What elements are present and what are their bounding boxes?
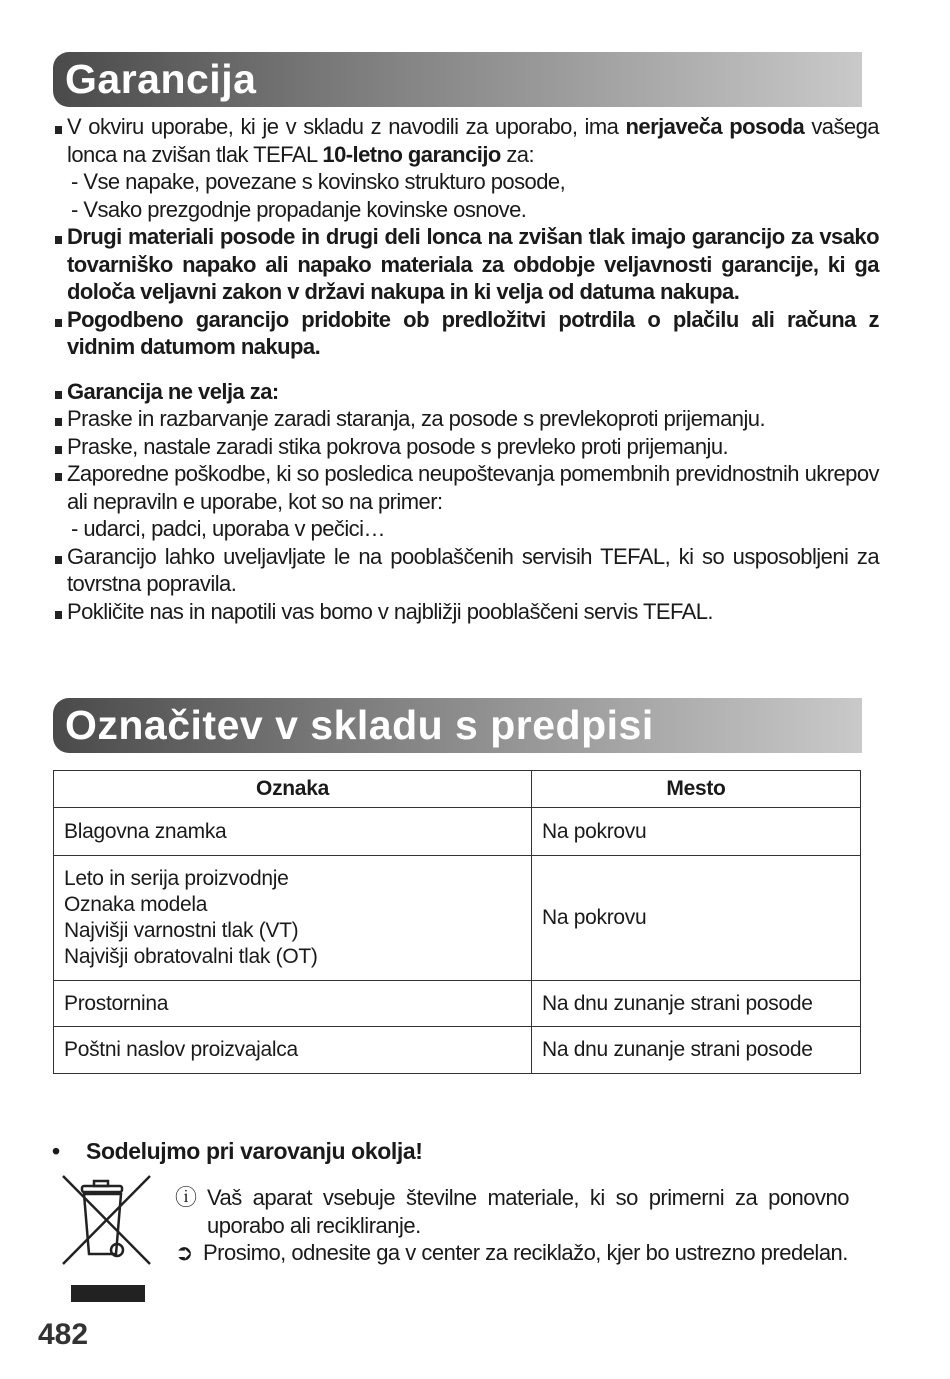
table-header [54,771,861,808]
text: Garancijo lahko uveljavljate le na pooblaščenih servisih TEFAL, ki so usposobljeni za tovrstna popravila. [67,543,879,596]
paragraph [67,433,879,461]
bullet-icon [55,556,62,564]
column-header: Mesto [532,771,861,808]
table-row [54,1027,861,1074]
text-bold: 10-letno garancijo [322,141,501,167]
table-row [54,981,861,1027]
text: Zaporedne poškodbe, ki so posledica neupoštevanja pomembnih previdnostnih ukrepov ali nepraviln e uporabe, kot so na primer: [67,461,879,514]
section-title: Označitev v skladu s predpisi [65,702,654,748]
cell-place: Na pokrovu [532,808,861,856]
heading-text: Sodelujmo pri varovanju okolja! [86,1138,423,1164]
dash-item: - Vse napake, povezane s kovinsko strukturo posode, [71,169,566,194]
text: Pokličite nas in napotili vas bomo v najbližji pooblaščeni servis TEFAL. [67,598,713,624]
info-icon: ⓘ [175,1185,197,1210]
cell-place: Na dnu zunanje strani posode [532,1027,861,1074]
column-header: Oznaka [54,771,532,808]
environment-text [175,1184,849,1267]
section-title: Garancija [65,56,257,102]
label-line: Najvišji obratovalni tlak (OT) [64,945,318,968]
bullet-icon [55,446,62,454]
paragraph [67,223,879,306]
text: Vaš aparat vsebuje številne materiale, ki so primerni za ponovno uporabo ali recikliranje. [207,1185,849,1238]
label-line: Leto in serija proizvodnje [64,867,289,890]
text: Pogodbeno garancijo pridobite ob predložitvi potrdila o plačilu ali računa z vidnim datumom nakupa. [67,306,879,359]
label-line: Oznaka modela [64,893,208,916]
text: Prosimo, odnesite ga v center za reciklažo, kjer bo ustrezno predelan. [203,1240,848,1265]
arrow-right-icon: ➲ [175,1240,193,1265]
cell-label: Blagovna znamka [54,808,532,856]
text: vašega lonca na zvišan tlak TEFAL [67,114,879,167]
bullet-icon [55,611,62,619]
environment-heading [52,1138,423,1165]
paragraph [67,113,879,168]
cell-label [54,856,532,981]
text: Drugi materiali posode in drugi deli lonca na zvišan tlak imajo garancijo za vsako tovarniško napako ali napako materiala za obdobje veljavnosti garancije, ki ga določa veljavni zakon v državi nakupa in ki velja od datuma nakupa. [67,224,879,304]
cell-label: Prostornina [54,981,532,1027]
section-header-labeling [53,698,862,753]
paragraph [67,460,879,515]
paragraph [67,598,879,626]
info-item [175,1184,849,1239]
table-row [54,856,861,981]
cell-place: Na pokrovu [532,856,861,981]
dash-item: - udarci, padci, uporaba v pečici… [71,516,385,541]
bullet-icon [55,473,62,481]
paragraph [67,378,879,406]
bullet-icon [55,319,62,327]
paragraph [67,543,879,598]
cell-place: Na dnu zunanje strani posode [532,981,861,1027]
cell-label: Poštni naslov proizvajalca [54,1027,532,1074]
table-row [54,808,861,856]
page-number: 482 [38,1318,89,1351]
labeling-table [53,770,861,1074]
text: Praske in razbarvanje zaradi staranja, za posode s prevlekoproti prijemanju. [67,406,766,431]
text: Garancija ne velja za: [67,378,279,404]
action-item [175,1239,849,1267]
paragraph [67,306,879,361]
text: Praske, nastale zaradi stika pokrova posode s prevleko proti prijemanju. [67,433,729,459]
text: za: [500,141,535,167]
paragraph [67,405,879,433]
bullet-icon: • [52,1138,60,1164]
bullet-icon [55,236,62,244]
text-bold: nerjaveča posoda [625,114,805,139]
section-header-warranty [53,52,862,107]
label-line: Najvišji varnostni tlak (VT) [64,919,299,942]
bullet-icon [55,418,62,426]
dash-item: - Vsako prezgodnje propadanje kovinske osnove. [71,196,527,222]
weee-crossed-bin-icon [60,1174,152,1306]
text: V okviru uporabe, ki je v skladu z navodili za uporabo, ima [67,114,626,139]
warranty-text [67,113,879,625]
bullet-icon [55,391,62,399]
bullet-icon [55,126,62,134]
